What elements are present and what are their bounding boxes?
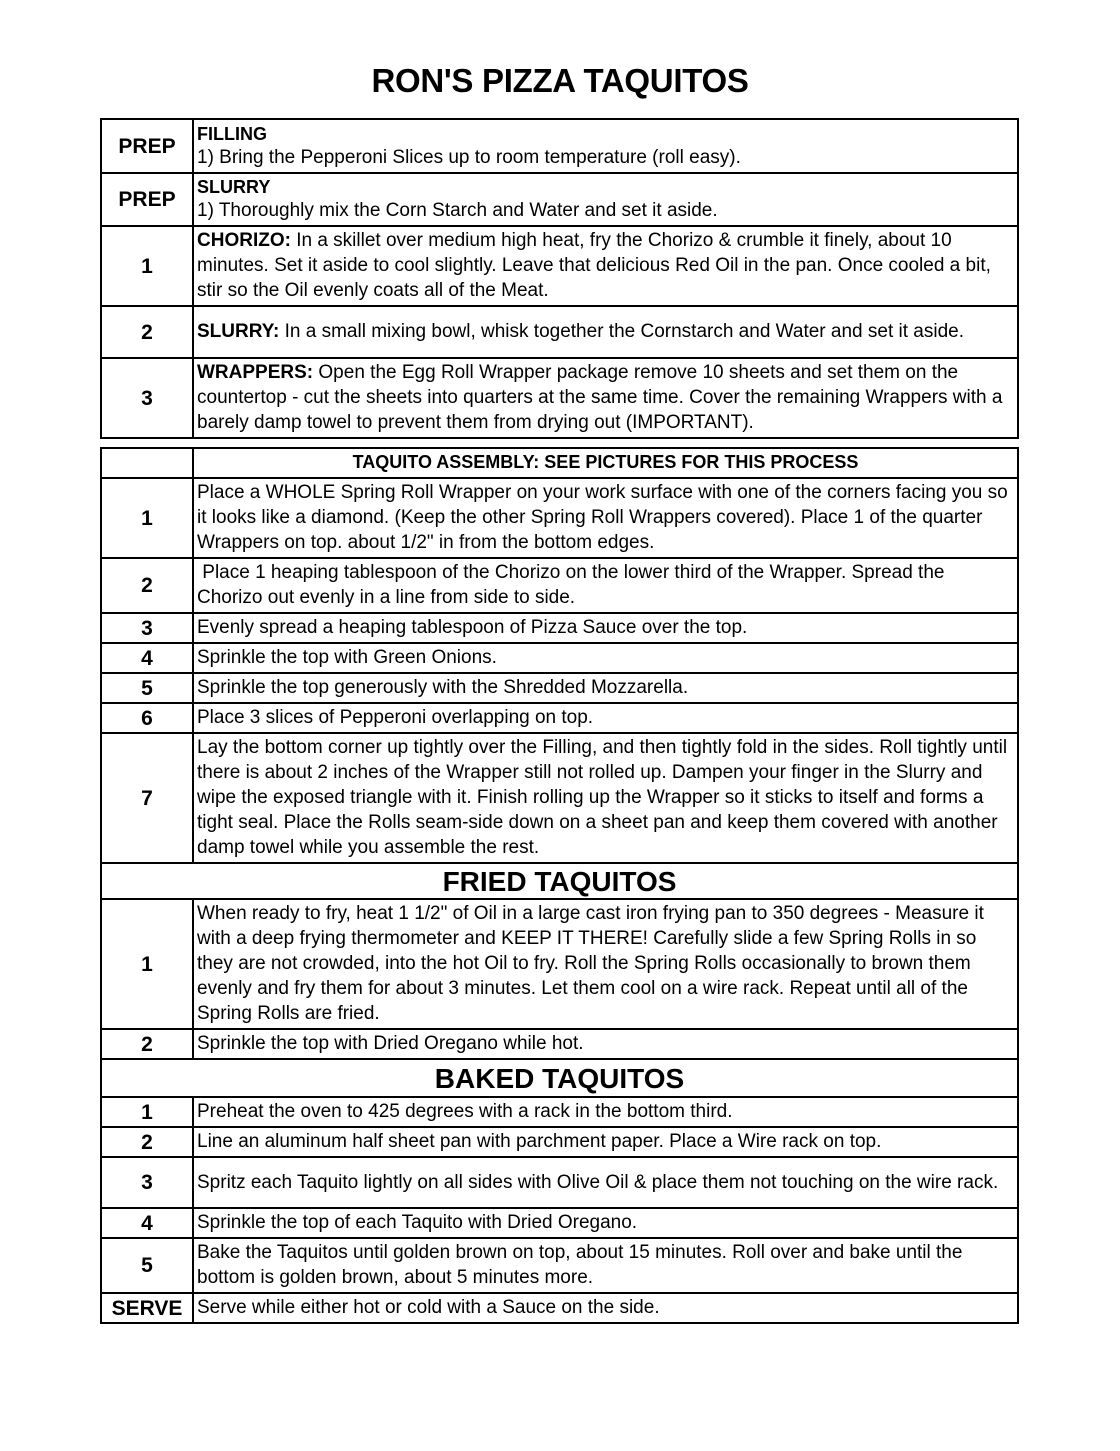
instruction: 1) Bring the Pepperoni Slices up to room temperature (roll easy).	[197, 146, 741, 168]
step-text	[193, 173, 1018, 226]
section-row	[101, 863, 1018, 899]
step-text: Place a WHOLE Spring Roll Wrapper on your work surface with one of the corners facing you so it looks like a diamond. (Keep the other Spring Roll Wrappers covered). Place 1 of the quarter Wrappers on top. about 1/2" in from the bottom edges.	[193, 478, 1018, 558]
section-label: FILLING	[197, 123, 267, 144]
table-row	[101, 899, 1018, 1029]
step-text	[193, 306, 1018, 358]
table-row	[101, 703, 1018, 733]
step-label: 2	[101, 1127, 193, 1157]
step-label: 4	[101, 643, 193, 673]
section-label: CHORIZO:	[197, 230, 291, 251]
table-row	[101, 173, 1018, 226]
step-text: Sprinkle the top generously with the Shredded Mozzarella.	[193, 673, 1018, 703]
step-label: 5	[101, 673, 193, 703]
step-text: Evenly spread a heaping tablespoon of Pizza Sauce over the top.	[193, 613, 1018, 643]
step-text: Preheat the oven to 425 degrees with a rack in the bottom third.	[193, 1097, 1018, 1127]
step-label: 3	[101, 358, 193, 438]
step-text: Sprinkle the top of each Taquito with Dried Oregano.	[193, 1208, 1018, 1238]
section-label: WRAPPERS:	[197, 362, 314, 383]
step-label: 7	[101, 733, 193, 863]
step-label: SERVE	[101, 1293, 193, 1323]
step-text: Sprinkle the top with Dried Oregano while hot.	[193, 1029, 1018, 1059]
table-row	[101, 478, 1018, 558]
table-row	[101, 306, 1018, 358]
table-row	[101, 119, 1018, 173]
fried-header: FRIED TAQUITOS	[101, 863, 1018, 899]
step-text: Line an aluminum half sheet pan with parchment paper. Place a Wire rack on top.	[193, 1127, 1018, 1157]
instruction: In a small mixing bowl, whisk together the Cornstarch and Water and set it aside.	[279, 321, 964, 342]
section-label: SLURRY:	[197, 321, 280, 342]
table-row	[101, 1029, 1018, 1059]
step-label: 4	[101, 1208, 193, 1238]
step-text: Sprinkle the top with Green Onions.	[193, 643, 1018, 673]
table-row	[101, 613, 1018, 643]
step-label: 1	[101, 899, 193, 1029]
step-label: 1	[101, 1097, 193, 1127]
instruction: Open the Egg Roll Wrapper package remove 10 sheets and set them on the countertop - cut the sheets into quarters at the same time. Cover the remaining Wrappers with a barely damp towel to prevent them from drying out (IMPORTANT).	[197, 362, 1003, 433]
step-text: Place 3 slices of Pepperoni overlapping on top.	[193, 703, 1018, 733]
instruction: 1) Thoroughly mix the Corn Starch and Water and set it aside.	[197, 200, 718, 221]
step-text: Place 1 heaping tablespoon of the Chorizo on the lower third of the Wrapper. Spread the Chorizo out evenly in a line from side to side.	[193, 558, 1018, 613]
page-title: RON'S PIZZA TAQUITOS	[371, 62, 749, 99]
table-row	[101, 1208, 1018, 1238]
table-row	[101, 1097, 1018, 1127]
step-label: 2	[101, 558, 193, 613]
step-text: Lay the bottom corner up tightly over the Filling, and then tightly fold in the sides. Roll tightly until there is about 2 inches of the Wrapper still not rolled up. Dampen your finger in the Slurry and wipe the exposed triangle with it. Finish rolling up the Wrapper so it sticks to itself and forms a tight seal. Place the Rolls seam-side down on a sheet pan and keep them covered with another damp towel while you assemble the rest.	[193, 733, 1018, 863]
assembly-table	[100, 447, 1019, 1324]
table-row	[101, 358, 1018, 438]
step-label: 3	[101, 1157, 193, 1208]
table-row	[101, 226, 1018, 306]
prep-table	[100, 118, 1019, 439]
step-text	[193, 119, 1018, 173]
step-text: Bake the Taquitos until golden brown on top, about 15 minutes. Roll over and bake until the bottom is golden brown, about 5 minutes more.	[193, 1238, 1018, 1293]
table-row	[101, 1293, 1018, 1323]
step-label: 1	[101, 478, 193, 558]
baked-header: BAKED TAQUITOS	[101, 1059, 1018, 1097]
table-row	[101, 558, 1018, 613]
table-row	[101, 643, 1018, 673]
section-row	[101, 1059, 1018, 1097]
table-row	[101, 733, 1018, 863]
table-row	[101, 1238, 1018, 1293]
table-row	[101, 448, 1018, 478]
table-row	[101, 1127, 1018, 1157]
step-text: When ready to fry, heat 1 1/2" of Oil in a large cast iron frying pan to 350 degrees - Measure it with a deep frying thermometer and KEEP IT THERE! Carefully slide a few Spring Rolls in so they are not crowded, into the hot Oil to fry. Roll the Spring Rolls occasionally to brown them evenly and fry them for about 3 minutes. Let them cool on a wire rack. Repeat until all of the Spring Rolls are fried.	[193, 899, 1018, 1029]
step-label: PREP	[101, 119, 193, 173]
step-text	[193, 358, 1018, 438]
step-label: PREP	[101, 173, 193, 226]
step-label: 2	[101, 306, 193, 358]
step-text: Serve while either hot or cold with a Sauce on the side.	[193, 1293, 1018, 1323]
step-text	[193, 226, 1018, 306]
table-row	[101, 673, 1018, 703]
instruction: In a skillet over medium high heat, fry the Chorizo & crumble it finely, about 10 minutes. Set it aside to cool slightly. Leave that delicious Red Oil in the pan. Once cooled a bit, stir so the Oil evenly coats all of the Meat.	[197, 230, 991, 301]
step-text: Spritz each Taquito lightly on all sides with Olive Oil & place them not touching on the wire rack.	[193, 1157, 1018, 1208]
step-label: 5	[101, 1238, 193, 1293]
assembly-header: TAQUITO ASSEMBLY: SEE PICTURES FOR THIS PROCESS	[193, 448, 1018, 478]
step-label: 1	[101, 226, 193, 306]
section-label: SLURRY	[197, 177, 271, 197]
step-label: 6	[101, 703, 193, 733]
table-row	[101, 1157, 1018, 1208]
step-label: 3	[101, 613, 193, 643]
step-label: 2	[101, 1029, 193, 1059]
